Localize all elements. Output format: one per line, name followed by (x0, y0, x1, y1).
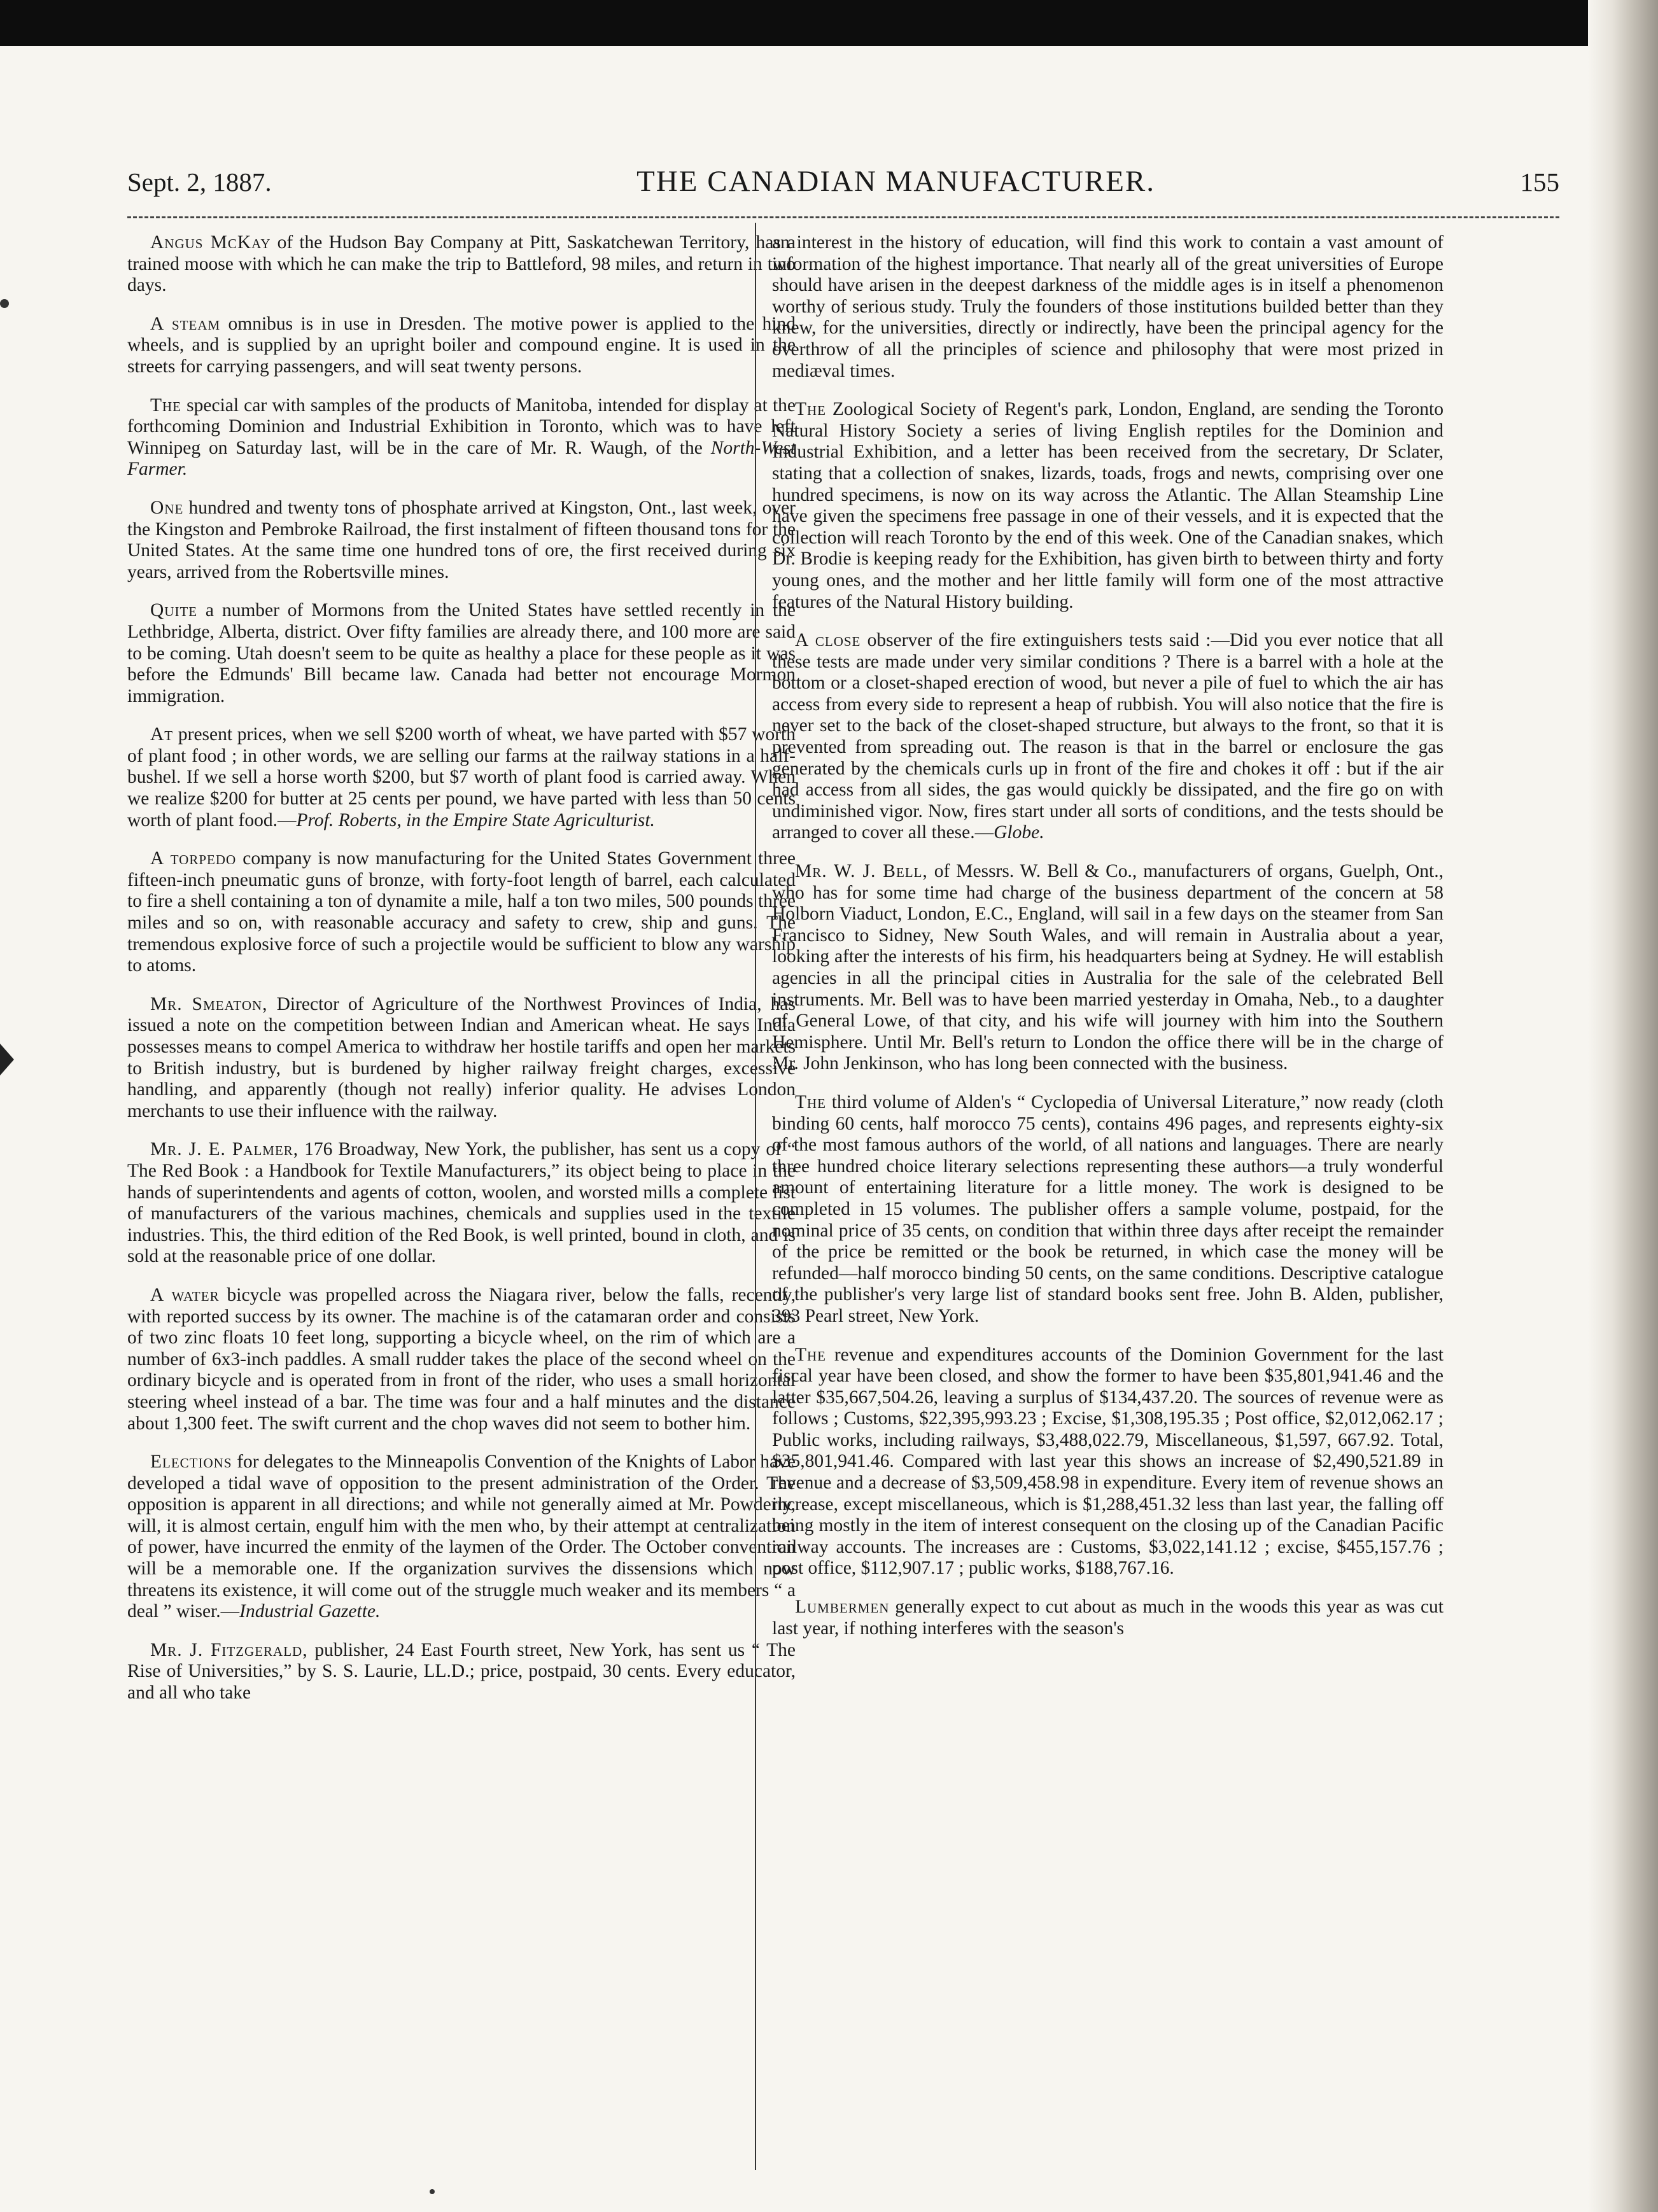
paragraph-text: company is now manufacturing for the United States Government three fifteen-inch pneumatic guns of bronze, with forty-foot length of barrel, each calculated to fire a shell containing a ton of dynamite a mile, half a ton two miles, 500 pounds three miles and so on, with reasonable accuracy and safety to crew, ship and guns. The tremendous explosive force of such a projectile would be sufficient to blow any warship to atoms. (127, 848, 796, 976)
paragraph-text: 176 Broadway, New York, the publisher, has sent us a copy of “ The Red Book : a Handbook for Textile Manufacturers,” its object being to place in the hands of superintendents and agents of cotton, woolen, and worsted mills a complete list of manufacturers of the various machines, chemicals and supplies used in the textile industries. This, the third edition of the Red Book, is well printed, bound in cloth, and is sold at the reasonable price of one dollar. (127, 1139, 796, 1267)
paragraph-text: for delegates to the Minneapolis Convention of the Knights of Labor have developed a tidal wave of opposition to the present administration of the Order. The opposition is apparent in all directions; and while not generally aimed at Mr. Powderly, will, it is almost certain, engulf him with the men who, by their attempt at centralization of power, have incurred the enmity of the laymen of the Order. The October convention will be a memorable one. If the organization survives the dissensions which now threatens its existence, it will come out of the struggle much weaker and its members “ a deal ” wiser.— (127, 1452, 796, 1622)
header-rule (127, 216, 1559, 218)
page-header (127, 164, 1559, 202)
source-credit: Prof. Roberts, in the Empire State Agriculturist. (296, 809, 655, 830)
paragraph-lead: A close (795, 630, 861, 651)
paragraph-lead: Quite (150, 600, 198, 621)
article-paragraph (772, 399, 1444, 613)
article-paragraph (127, 1640, 796, 1704)
paragraph-lead: Elections (150, 1452, 232, 1473)
article-paragraph (772, 232, 1444, 382)
article-paragraph (772, 861, 1444, 1075)
paragraph-lead: Mr. J. E. Palmer, (150, 1139, 299, 1160)
article-paragraph (127, 498, 796, 583)
article-paragraph (127, 724, 796, 831)
paragraph-lead: Angus McKay (150, 232, 271, 253)
article-paragraph (772, 1092, 1444, 1327)
paragraph-text: third volume of Alden's “ Cyclopedia of Universal Literature,” now ready (cloth binding 60 cents, half morocco 75 cents), contains 496 pages, and represents eighty-six of the most famous authors of the world, of all nations and languages. There are nearly three hundred choice literary selections representing these authors—a truly wonderful amount of entertaining literature for a little money. The work is designed to be completed in 15 volumes. The publisher offers a sample volume, postpaid, for the nominal price of 35 cents, on condition that within three days after receipt the remainder of the price be remitted or the book be returned, in which case the money will be refunded—half morocco binding 50 cents, on the same conditions. Descriptive catalogue of the publisher's very large list of standard books sent free. John B. Alden, publisher, 393 Pearl street, New York. (772, 1091, 1444, 1326)
paragraph-lead: Mr. J. Fitzgerald, (150, 1639, 308, 1660)
article-paragraph (127, 395, 796, 480)
article-paragraph (127, 1139, 796, 1268)
scan-top-border (0, 0, 1658, 46)
paragraph-text: Director of Agriculture of the Northwest Provinces of India, has issued a note on the competition between Indian and American wheat. He says India possesses means to compel America to withdraw her hostile tariffs and open her markets to British industry, but is burdened by higher railway freight charges, excessive handling, and apparently (though not really) inferior quality. He advises London merchants to use their influence with the railway. (127, 993, 796, 1121)
article-paragraph (127, 994, 796, 1123)
paragraph-text: publisher, 24 East Fourth street, New York, has sent us “ The Rise of Universities,” by S. S. Laurie, LL.D.; price, postpaid, 30 cents. Every educator, and all who take (127, 1639, 796, 1704)
source-credit: North-West Farmer. (127, 437, 796, 480)
paragraph-text: an interest in the history of education, will find this work to contain a vast amount of information of the highest importance. That nearly all of the great universities of Europe should have arisen in the deepest darkness of the middle ages is in itself a phenomenon worthy of serious study. Truly the founders of those institutions builded better than they knew, for the universities, directly or indirectly, have been the principal agency for the overthrow of all the principles of science and philosophy that were most prized in mediæval times. (772, 232, 1444, 381)
article-paragraph (127, 1452, 796, 1623)
article-paragraph (772, 630, 1444, 844)
paragraph-text: omnibus is in use in Dresden. The motive power is applied to the hind wheels, and is supplied by an upright boiler and compound engine. It is used in the streets for carrying passengers, and will seat twenty persons. (127, 313, 796, 377)
paragraph-lead: Mr. W. J. Bell, (795, 861, 928, 882)
footer-dot (430, 2189, 435, 2194)
margin-dot (0, 299, 9, 308)
paragraph-text: a number of Mormons from the United States have settled recently in the Lethbridge, Alberta, district. Over fifty families are already there, and 100 more are said to be coming. Utah doesn't seem to be quite as healthy a place for these people as it was before the Edmunds' Bill became law. Canada had better not encourage Mormon immigration. (127, 600, 796, 706)
paragraph-text: generally expect to cut about as much in the woods this year as was cut last year, if nothing interferes with the season's (772, 1597, 1444, 1639)
paragraph-lead: A torpedo (150, 848, 237, 869)
paragraph-lead: A water (150, 1284, 220, 1305)
paragraph-lead: The (795, 399, 827, 420)
paragraph-text: bicycle was propelled across the Niagara river, below the falls, recently, with reported success by its owner. The machine is of the catamaran order and consists of two zinc floats 10 feet long, supporting a bicycle wheel, on the rim of which are a number of 6x3-inch paddles. A small rudder takes the place of the second wheel on the ordinary bicycle and is operated from in front of the rider, who uses a small horizontal steering wheel instead of a bar. The time was four and a half minutes and the distance about 1,300 feet. The swift current and the chop waves did not seem to bother him. (127, 1284, 796, 1434)
publication-title: THE CANADIAN MANUFACTURER. (636, 165, 1156, 198)
article-paragraph (127, 314, 796, 378)
paragraph-text: Zoological Society of Regent's park, London, England, are sending the Toronto Natural History Society a series of living English reptiles for the Dominion and Industrial Exhibition, and a letter has been received from the secretary, Dr Sclater, stating that a collection of snakes, lizards, toads, frogs and newts, comprising over one hundred specimens, is now on its way across the Atlantic. The Allan Steamship Line have given the specimens free passage in one of their vessels, and it is expected that the collection will reach Toronto by the end of this week. One of the Canadian snakes, which Dr. Brodie is keeping ready for the Exhibition, has given birth to between thirty and forty young ones, and the mother and her little family will form one of the most attractive features of the Natural History building. (772, 399, 1444, 612)
article-paragraph (772, 1597, 1444, 1639)
paragraph-text: special car with samples of the products of Manitoba, intended for display at the forthcoming Dominion and Industrial Exhibition in Toronto, which was to have left Winnipeg on Saturday last, will be in the care of Mr. R. Waugh, of the (127, 395, 796, 458)
article-paragraph (127, 1285, 796, 1434)
scan-page-edge (1588, 0, 1658, 2212)
article-paragraph (127, 600, 796, 707)
paragraph-text: of Messrs. W. Bell & Co., manufacturers of organs, Guelph, Ont., who has for some time had charge of the business department of the concern at 58 Holborn Viaduct, London, E.C., England, will sail in a few days on the steamer from San Francisco to Sidney, New South Wales, and will remain in Australia about a year, looking after the interests of his firm, his headquarters being at Sydney. He will establish agencies in all the principal cities in Australia for the sale of the celebrated Bell instruments. Mr. Bell was to have been married yesterday in Omaha, Neb., to a daughter of General Lowe, of that city, and his wife will journey with him into the Southern Hemisphere. Until Mr. Bell's return to London the office there will be in the charge of Mr. John Jenkinson, who has long been connected with the business. (772, 861, 1444, 1074)
paragraph-lead: Lumbermen (795, 1597, 890, 1618)
paragraph-text: present prices, when we sell $200 worth of wheat, we have parted with $57 worth of plant food ; in other words, we are selling our farms at the railway stations in a half-bushel. If we sell a horse worth $200, but $7 worth of plant food is carried away. When we realize $200 for butter at 25 cents per pound, we have parted with less than 50 cents worth of plant food.— (127, 724, 796, 830)
paragraph-lead: Mr. Smeaton, (150, 993, 268, 1014)
paragraph-text: of the Hudson Bay Company at Pitt, Saskatchewan Territory, has a trained moose with which he can make the trip to Battleford, 98 miles, and return in two days. (127, 232, 796, 296)
source-credit: Globe. (994, 822, 1044, 843)
margin-mark (0, 1044, 14, 1075)
article-paragraph (127, 232, 796, 297)
issue-date: Sept. 2, 1887. (127, 167, 272, 197)
paragraph-lead: The (150, 395, 182, 416)
article-paragraph (127, 848, 796, 977)
source-credit: Industrial Gazette. (239, 1601, 381, 1622)
paragraph-text: observer of the fire extinguishers tests said :—Did you ever notice that all these tests are made under very similar conditions ? There is a barrel with a hole at the bottom or a closet-shaped erection of wood, but never a pile of fuel to which the air has access from every side to represent a heap of rubbish. You will also notice that the fire is never set to the back of the closet-shaped structure, but always to the front, so that it is prevented from spreading out. The reason is that in the barrel or enclosure the gas generated by the chemicals curls up in front of the fire and chokes it off : but if the air had access from all sides, the gas would quickly be dissipated, and the fire go on with undiminished vigor. Now, fires start under all sorts of conditions, and the tests should be arranged to cover all these.— (772, 630, 1444, 843)
paragraph-lead: One (150, 497, 184, 518)
page-number: 155 (1520, 167, 1559, 197)
left-column (127, 232, 796, 1721)
paragraph-text: revenue and expenditures accounts of the Dominion Government for the last fiscal year have been closed, and show the former to have been $35,801,941.46 and the latter $35,667,504.26, leaving a surplus of $134,437.20. The sources of revenue were as follows ; Customs, $22,395,993.23 ; Excise, $1,308,195.35 ; Post office, $2,012,062.17 ; Public works, including railways, $3,488,022.79, Miscellaneous, $1,597, 667.92. Total, $35,801,941.46. Compared with last year this shows an increase of $2,490,521.89 in revenue and a decrease of $3,509,458.98 in expenditure. Every item of revenue shows an increase, except miscellaneous, which is $1,288,451.32 less than last year, the falling off being mostly in the item of interest consequent on the closing up of the Canadian Pacific railway accounts. The increases are : Customs, $3,022,141.12 ; excise, $455,157.76 ; post office, $112,907.17 ; public works, $188,767.16. (772, 1344, 1444, 1579)
paragraph-lead: At (150, 724, 174, 745)
paragraph-text: hundred and twenty tons of phosphate arrived at Kingston, Ont., last week, over the Kingston and Pembroke Railroad, the first instalment of fifteen thousand tons for the United States. At the same time one hundred tons of ore, the first received during six years, arrived from the Robertsville mines. (127, 497, 796, 582)
paragraph-lead: A steam (150, 313, 221, 334)
column-divider (755, 223, 756, 2170)
paragraph-lead: The (795, 1091, 827, 1112)
right-column (772, 232, 1444, 1656)
article-paragraph (772, 1345, 1444, 1580)
paragraph-lead: The (795, 1344, 827, 1365)
